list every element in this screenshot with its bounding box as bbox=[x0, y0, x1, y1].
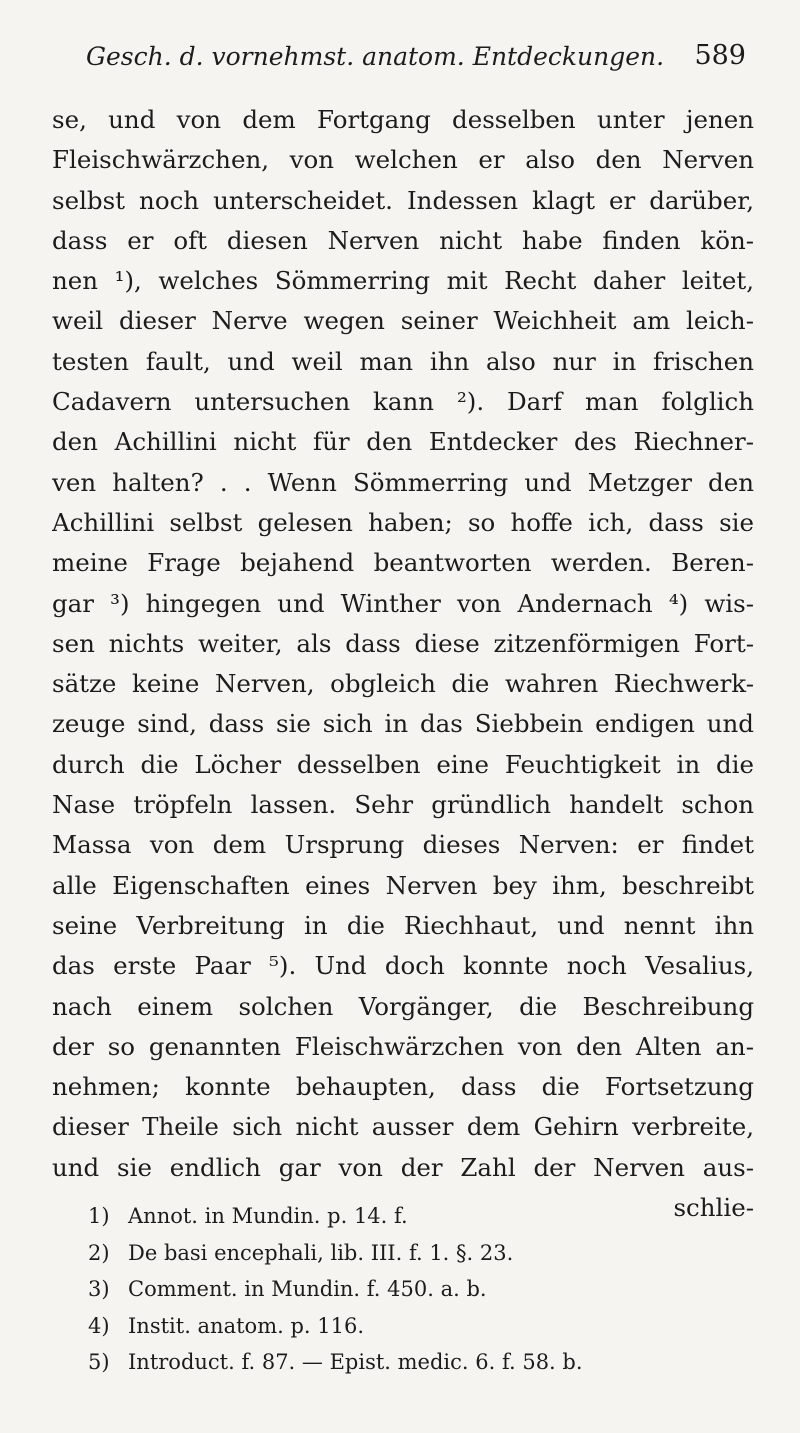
footnote-text: Instit. anatom. p. 116. bbox=[128, 1313, 365, 1338]
catchword: schlie- bbox=[673, 1193, 754, 1223]
text-line: Cadavern untersuchen kann ²). Darf man folglich bbox=[52, 387, 754, 417]
running-header bbox=[86, 42, 746, 82]
text-line: zeuge sind, dass sie sich in das Siebbein endigen und bbox=[52, 709, 754, 739]
footnote bbox=[88, 1308, 688, 1345]
footnote bbox=[88, 1271, 688, 1308]
text-line: nehmen; konnte behaupten, dass die Fortsetzung bbox=[52, 1072, 754, 1102]
footnotes bbox=[88, 1198, 688, 1381]
text-line: dieser Theile sich nicht ausser dem Gehirn verbreite, bbox=[52, 1112, 754, 1142]
text-line: alle Eigenschaften eines Nerven bey ihm, beschreibt bbox=[52, 870, 754, 900]
footnote-number: 3) bbox=[88, 1277, 110, 1301]
footnote bbox=[88, 1344, 688, 1381]
footnote-text: Annot. in Mundin. p. 14. f. bbox=[128, 1204, 408, 1228]
text-line: meine Frage bejahend beantworten werden. Beren- bbox=[52, 548, 754, 578]
footnote bbox=[88, 1235, 688, 1272]
text-line: nen ¹), welches Sömmerring mit Recht daher leitet, bbox=[52, 266, 754, 296]
text-line: weil dieser Nerve wegen seiner Weichheit am leich- bbox=[52, 306, 754, 336]
text-line: sen nichts weiter, als dass diese zitzenförmigen Fort- bbox=[52, 628, 754, 658]
text-line: und sie endlich gar von der Zahl der Nerven aus- bbox=[52, 1152, 754, 1182]
text-line: Fleischwärzchen, von welchen er also den Nerven bbox=[52, 145, 754, 175]
footnote-number: 4) bbox=[88, 1313, 110, 1338]
text-line: testen fault, und weil man ihn also nur in frischen bbox=[52, 346, 754, 376]
text-line: selbst noch unterscheidet. Indessen klagt er darüber, bbox=[52, 185, 754, 215]
text-line: dass er oft diesen Nerven nicht habe finden kön- bbox=[52, 225, 754, 255]
text-line: den Achillini nicht für den Entdecker des Riechner- bbox=[52, 427, 754, 457]
text-line: Achillini selbst gelesen haben; so hoffe ich, dass sie bbox=[52, 507, 754, 537]
footnote-number: 2) bbox=[88, 1240, 110, 1265]
footnote-text: De basi encephali, lib. III. f. 1. §. 23. bbox=[128, 1240, 514, 1265]
footnote-text: Comment. in Mundin. f. 450. a. b. bbox=[128, 1277, 487, 1301]
footnote-number: 5) bbox=[88, 1350, 110, 1374]
text-line: sätze keine Nerven, obgleich die wahren Riechwerk- bbox=[52, 669, 754, 699]
text-line: gar ³) hingegen und Winther von Andernach ⁴) wis- bbox=[52, 588, 754, 618]
text-line: Massa von dem Ursprung dieses Nerven: er findet bbox=[52, 830, 754, 860]
text-line: seine Verbreitung in die Riechhaut, und nennt ihn bbox=[52, 910, 754, 940]
text-line: durch die Löcher desselben eine Feuchtigkeit in die bbox=[52, 749, 754, 779]
text-line: ven halten? . . Wenn Sömmerring und Metzger den bbox=[52, 467, 754, 497]
footnote-text: Introduct. f. 87. — Epist. medic. 6. f. 58. b. bbox=[128, 1350, 583, 1374]
text-line: se, und von dem Fortgang desselben unter jenen bbox=[52, 105, 754, 134]
body-text bbox=[52, 100, 754, 1228]
text-line: der so genannten Fleischwärzchen von den Alten an- bbox=[52, 1031, 754, 1061]
footnote bbox=[88, 1198, 688, 1235]
text-line: das erste Paar ⁵). Und doch konnte noch Vesalius, bbox=[52, 951, 754, 981]
text-line: Nase tröpfeln lassen. Sehr gründlich handelt schon bbox=[52, 790, 754, 820]
running-title: Gesch. d. vornehmst. anatom. Entdeckungen. bbox=[86, 42, 665, 71]
text-line: nach einem solchen Vorgänger, die Beschreibung bbox=[52, 991, 754, 1021]
page-number: 589 bbox=[694, 40, 746, 71]
footnote-number: 1) bbox=[88, 1204, 110, 1228]
